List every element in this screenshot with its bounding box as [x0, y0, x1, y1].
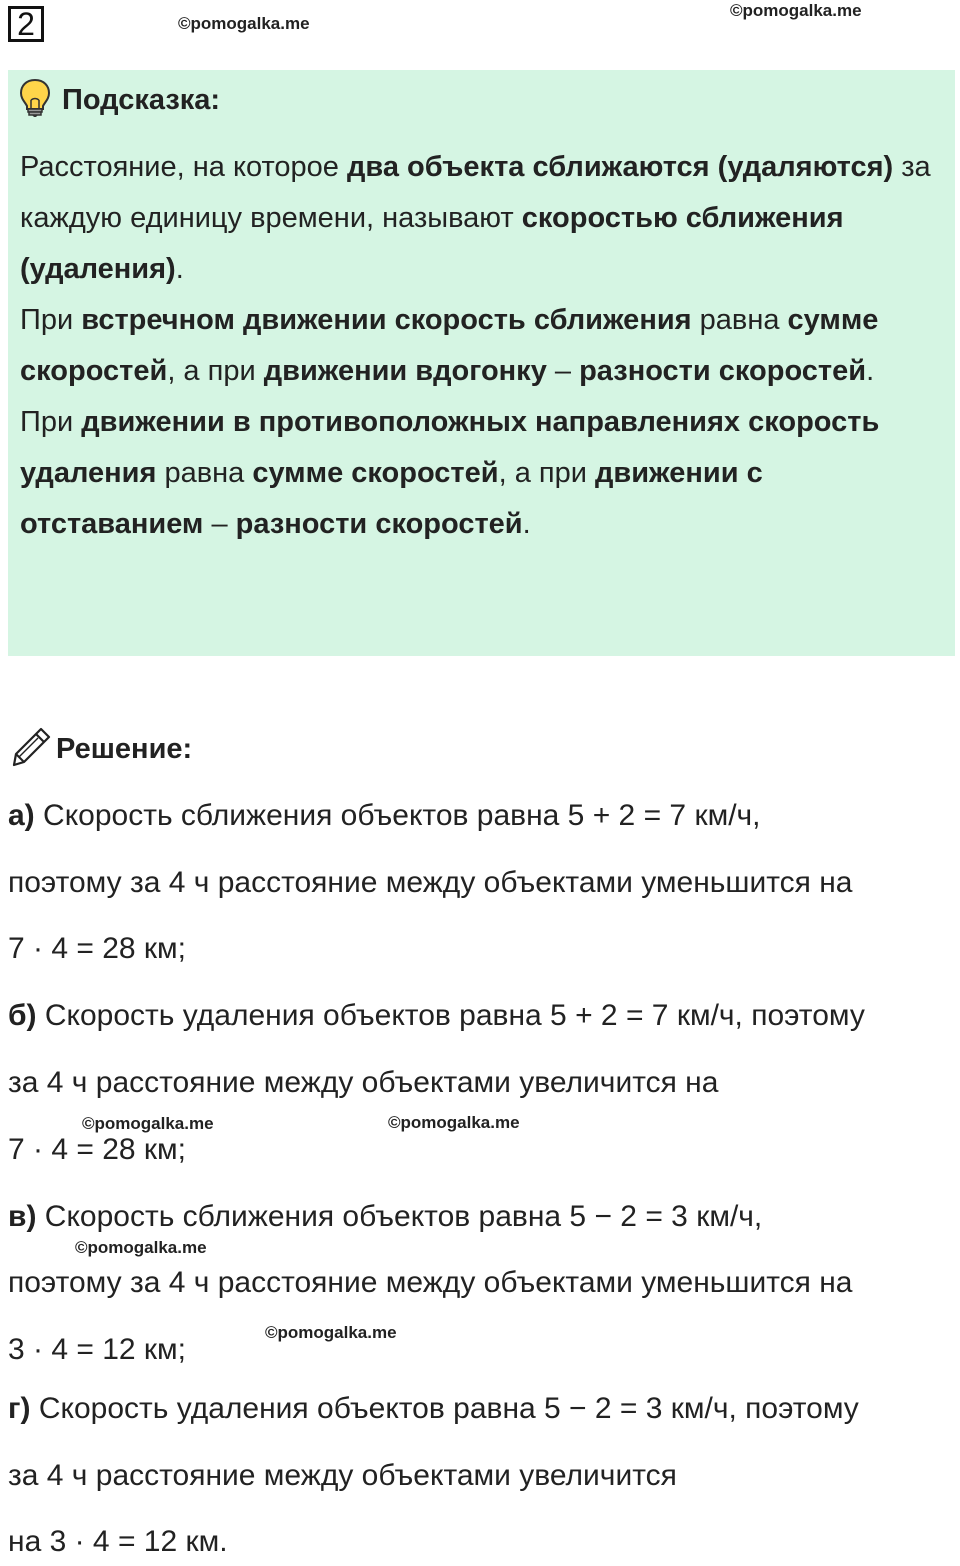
watermark: ©pomogalka.me	[730, 1, 862, 20]
solution-line	[8, 1200, 762, 1234]
hint-text-span: –	[546, 355, 580, 387]
lightbulb-icon	[18, 78, 52, 123]
hint-text-span: При	[20, 406, 82, 438]
hint-text-span: Расстояние, на которое	[20, 151, 347, 183]
item-label: г)	[8, 1392, 31, 1425]
hint-bold-span: движении в противоположных направлениях скорость удаления	[20, 406, 880, 489]
solution-line: за 4 ч расстояние между объектами увеличится на	[8, 1066, 719, 1099]
watermark: ©pomogalka.me	[178, 14, 310, 33]
solution-title: Решение:	[56, 733, 193, 765]
solution-line: поэтому за 4 ч расстояние между объектами уменьшится на	[8, 866, 853, 899]
hint-text-span: равна	[156, 457, 253, 489]
hint-bold-span: разности скоростей	[579, 355, 867, 387]
watermark: ©pomogalka.me	[388, 1113, 520, 1132]
hint-text-span: , а при	[498, 457, 595, 489]
watermark: ©pomogalka.me	[82, 1114, 214, 1133]
hint-bold-span: движении вдогонку	[263, 355, 547, 387]
solution-line	[8, 799, 761, 833]
solution-line: 7 · 4 = 28 км;	[8, 1133, 187, 1166]
watermark: ©pomogalka.me	[75, 1238, 207, 1257]
hint-bold-span: сумме скоростей	[252, 457, 499, 489]
hint-text-span: .	[866, 355, 875, 387]
solution-line	[8, 1392, 859, 1426]
hint-bold-span: два объекта сближаются (удаляются)	[347, 151, 894, 183]
hint-bold-span: сумме скоростей	[20, 304, 879, 387]
hint-text-span: равна	[691, 304, 788, 336]
solution-line: поэтому за 4 ч расстояние между объектами уменьшится на	[8, 1266, 853, 1299]
hint-bold-span: скоростью сближения (удаления)	[20, 202, 844, 285]
line-text: Скорость сближения объектов равна 5 − 2 = 3 км/ч,	[36, 1200, 763, 1233]
hint-text-span: .	[175, 253, 184, 285]
solution-line: на 3 · 4 = 12 км.	[8, 1525, 228, 1558]
hint-header	[18, 78, 220, 123]
hint-text-span: .	[522, 508, 531, 540]
hint-text-span: , а при	[167, 355, 264, 387]
line-text: Скорость удаления объектов равна 5 + 2 = 7 км/ч, поэтому	[36, 999, 865, 1032]
hint-text-span: При	[20, 304, 82, 336]
task-number: 2	[8, 6, 44, 42]
hint-title: Подсказка:	[62, 84, 221, 116]
hint-text	[20, 142, 940, 550]
hint-bold-span: встречном движении скорость сближения	[81, 304, 692, 336]
item-label: а)	[8, 799, 35, 832]
hint-paragraph	[20, 142, 940, 295]
hint-text-span: за каждую единицу времени, называют	[20, 151, 931, 234]
solution-line: 3 · 4 = 12 км;	[8, 1333, 187, 1366]
solution-line: 7 · 4 = 28 км;	[8, 932, 187, 965]
line-text: Скорость удаления объектов равна 5 − 2 = 3 км/ч, поэтому	[30, 1392, 859, 1425]
pencil-icon	[10, 726, 52, 773]
item-label: б)	[8, 999, 37, 1032]
solution-line: за 4 ч расстояние между объектами увеличится	[8, 1459, 677, 1492]
hint-bold-span: разности скоростей	[235, 508, 523, 540]
line-text: Скорость сближения объектов равна 5 + 2 = 7 км/ч,	[34, 799, 761, 832]
watermark: ©pomogalka.me	[265, 1323, 397, 1342]
hint-bold-span: движении с отставанием	[20, 457, 763, 540]
hint-text-span: –	[203, 508, 236, 540]
item-label: в)	[8, 1200, 37, 1233]
solution-line	[8, 999, 865, 1033]
hint-paragraph	[20, 295, 940, 397]
solution-header	[10, 726, 192, 773]
hint-paragraph	[20, 397, 940, 550]
